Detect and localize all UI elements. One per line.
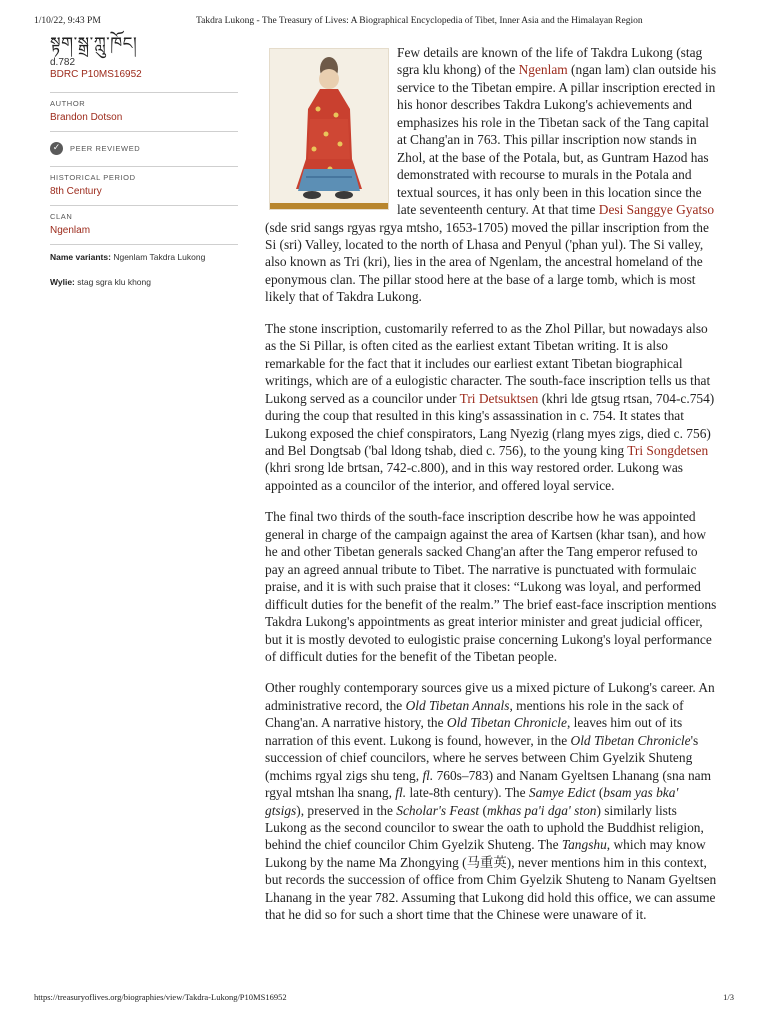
paragraph-3: The final two thirds of the south-face inscription describe how he was appointed general in charge of the campaign against the area of Kartsen (khar tsan), and how he and other Tibetan generals sacked Chang'an after the Tang emperor refused to pay an agreed annual tribute to Tibet. The narrative is punctuated with formulaic praise, and it is with such praise that it closes: “Lukong was loyal, and performed difficult duties for the benefit of the realm.” The brief east-face inscription mentions Takdra Lukong's appointments as great interior minister and great judicial officer, but it is mostly devoted to eulogistic praise concerning Lukong's loyal performance of difficult duties for the benefit of the Tibetan people.	[265, 509, 717, 664]
p4-italic-2: Old Tibetan Chronicle	[446, 715, 567, 731]
p4-text-f: late-8th century). The	[406, 785, 529, 801]
p4-italic-5: fl.	[395, 785, 407, 801]
period-label: HISTORICAL PERIOD	[50, 173, 136, 182]
portrait-image	[269, 48, 389, 210]
peer-reviewed-label: PEER REVIEWED	[70, 143, 141, 153]
print-header	[34, 16, 734, 30]
p2-text-a: The stone inscription, customarily referred to as the Zhol Pillar, but nowadays also as the Si Pillar, is often cited as the earliest extant Tibetan writing. It is also remarkable for the fact that it includes our earliest extant Tibetan biographical writings, which are of a eulogistic character. The south-face inscription tells us that Lukong served as a councilor under	[265, 320, 711, 406]
period-link[interactable]: 8th Century	[50, 186, 102, 197]
p4-text-e: 760s–783) and Nanam Gyeltsen Lhanang (sna nam rgyal mtshan lha snang,	[265, 767, 712, 801]
tri-detsuktsen-link[interactable]: Tri Detsuktsen	[459, 390, 539, 406]
tri-songdetsen-link[interactable]: Tri Songdetsen	[627, 442, 709, 458]
p1-text-a: Few details are known of the life of Takdra Lukong (stag sgra klu khong) of the	[397, 45, 703, 78]
p4-text-h: ), preserved in the	[296, 802, 397, 818]
p4-text-g: (	[595, 785, 604, 801]
print-datetime: 1/10/22, 9:43 PM	[34, 16, 101, 26]
wylie-label: Wylie:	[50, 277, 75, 287]
p4-italic-4: fl.	[422, 767, 434, 783]
name-variants	[50, 244, 238, 263]
period-section	[50, 166, 238, 197]
print-url: https://treasuryoflives.org/biographies/view/Takdra-Lukong/P10MS16952	[34, 992, 287, 1002]
print-footer	[34, 992, 734, 1004]
check-icon: ✓	[50, 142, 63, 155]
p4-text-d: 's succession of chief councilors, where he serves between Chim Gyelzik Shuteng (mchims rgyal zigs shu teng,	[265, 732, 699, 783]
name-variants-label: Name variants:	[50, 252, 111, 262]
print-title: Takdra Lukong - The Treasury of Lives: A Biographical Encyclopedia of Tibet, Inner Asia and the Himalayan Region	[196, 16, 643, 26]
p2-text-b: (khri lde gtsug rtsan, 704-c.754) during the coup that resulted in this king's assassination in c. 754. It states that Lukong exposed the chief conspirators, Lang Nyezig (rlang myes zigs, died c. 756) and Bel Dongtsab ('bal ldong tshab, died c. 756), to the young king	[265, 390, 715, 458]
p2-text-c: (khri srong lde brtsan, 742-c.800), and in this way restored order. Lukong was appointed as a councilor of the interior, and offered loyal service.	[265, 460, 683, 493]
author-label: AUTHOR	[50, 99, 86, 108]
p4-italic-10: Tangshu	[561, 837, 607, 853]
p4-italic-3: Old Tibetan Chronicle	[570, 732, 691, 748]
p4-text-j: (	[479, 802, 487, 818]
name-variants-value: Ngenlam Takdra Lukong	[113, 252, 206, 262]
clan-label: CLAN	[50, 212, 73, 221]
p4-italic-6: Samye Edict	[528, 785, 596, 801]
p4-italic-8: Scholar's Feast	[396, 802, 480, 818]
tibetan-name: སྟག་སྒྲ་ཀླུ་ཁོང།	[50, 34, 138, 54]
wylie	[50, 276, 238, 288]
p1-text-c: (sde srid sangs rgyas rgya mtsho, 1653-1705) moved the pillar inscription from the Si (sri) Valley, located to the north of Lhasa and Penyul ('phan yul). The Si valley, also known as Tri (kri), lies in the area of Ngenlam, the ancestral homeland of the eponymous clan. The pillar stood here at the base of a large tomb, which is most likely that of Takdra Lukong.	[265, 219, 709, 305]
wylie-value: stag sgra klu khong	[77, 277, 151, 287]
clan-section	[50, 205, 238, 236]
p4-italic-1: Old Tibetan Annals	[405, 697, 510, 713]
desi-sanggye-gyatso-link[interactable]: Desi Sanggye Gyatso	[598, 202, 715, 218]
p4-text-k: ) similarly lists Lukong as the second councilor to swear the oath to uphold the Buddhist religion, behind the chief councilor Chim Gyelzik Shuteng. The	[265, 802, 704, 853]
page-number: 1/3	[723, 992, 734, 1002]
biography-body	[265, 44, 720, 938]
clan-link[interactable]: Ngenlam	[50, 225, 91, 236]
p4-text-m: , which may know Lukong by the name Ma Zhongying (马重英), never mentions him in this context, but records the succession of office from Chim Gyelzik Shuteng to Nanam Gyeltsen Lhanang in the year 782. Assuming that Lukong did hold this office, we can assume that he did so for such a short time that the Chinese were unaware of it.	[265, 837, 717, 923]
p4-text-b: , mentions his role in the sack of Chang'an. A narrative history, the	[265, 697, 684, 731]
paragraph-2	[265, 320, 720, 495]
peer-reviewed-badge	[50, 131, 238, 158]
author-link[interactable]: Brandon Dotson	[50, 112, 123, 123]
ngenlam-link[interactable]: Ngenlam	[518, 62, 568, 78]
bdrc-link[interactable]: BDRC P10MS16952	[50, 69, 142, 80]
sidebar	[50, 32, 238, 288]
p4-italic-7: bsam yas bka' gtsigs	[265, 785, 679, 818]
p4-italic-9: mkhas pa'i dga' ston	[486, 802, 597, 818]
p4-text-a: Other roughly contemporary sources give us a mixed picture of Lukong's career. An administrative record, the	[265, 680, 715, 713]
author-section	[50, 92, 238, 123]
p4-text-c: , leaves him out of its narration of this event. Lukong is found, however, in the	[265, 715, 683, 748]
paragraph-4	[265, 679, 720, 923]
p1-text-b: (ngan lam) clan outside his service to the Tibetan empire. A pillar inscription erected in his honor describes Takdra Lukong's achievements and emphasizes his role in the Tibetan sack of the Tang capital at Chang'an in 763. This pillar inscription now stands in Zhol, at the base of the Potala, but, as Guntram Hazod has demonstrated with recourse to murals in the Potala and textual sources, it has only been in this location since the late seventeenth century. At that time	[397, 62, 717, 218]
death-date: d.782	[50, 57, 76, 68]
